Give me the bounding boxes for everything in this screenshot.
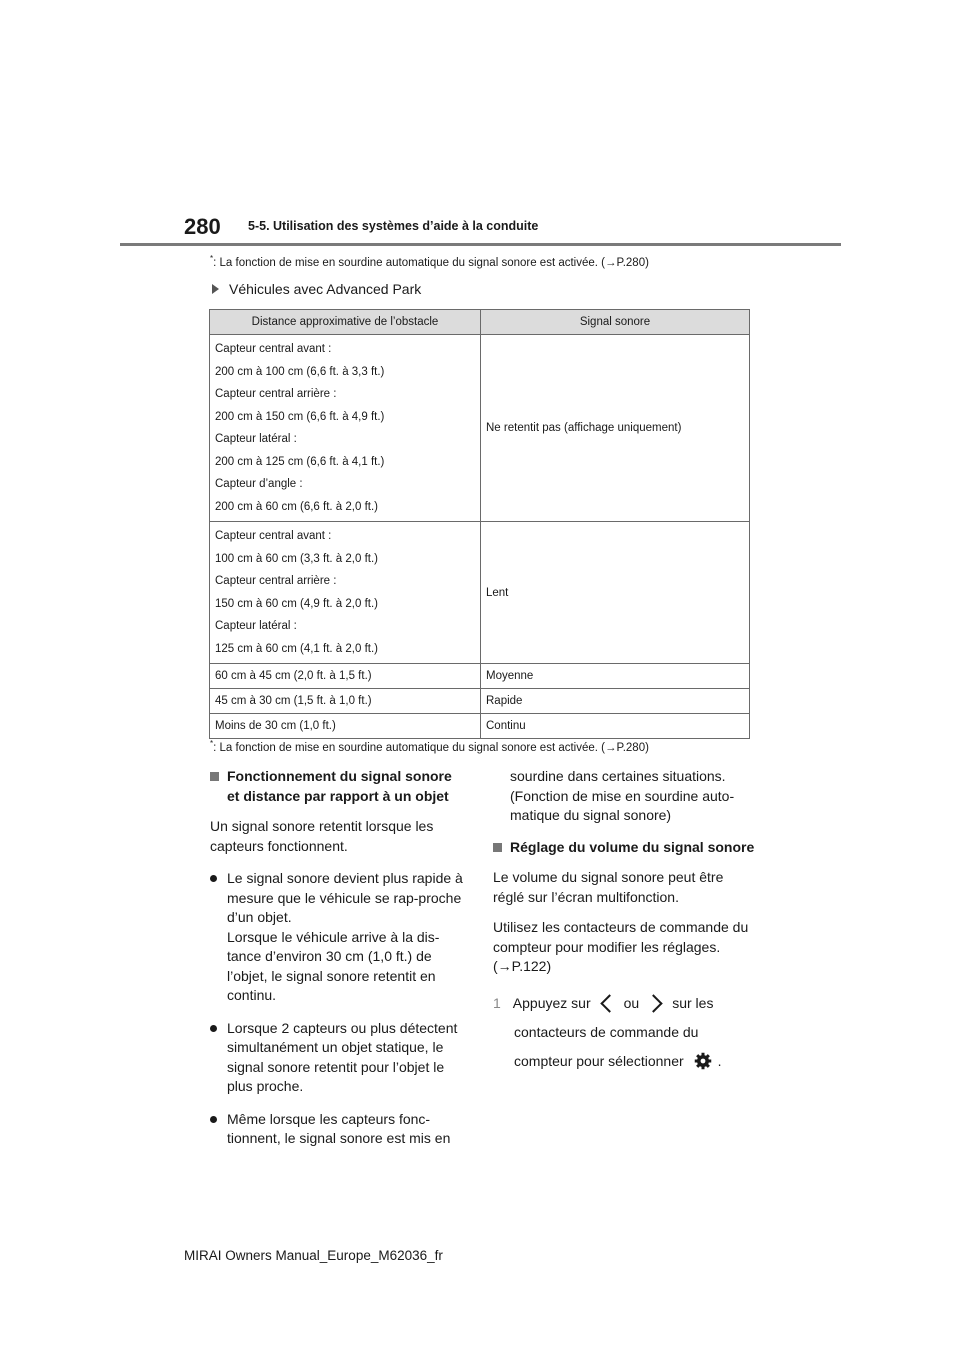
step-number: 1 xyxy=(493,994,501,1011)
footnote-mark: * xyxy=(210,739,214,748)
distance-cell xyxy=(210,522,481,664)
signal-cell: Lent xyxy=(481,522,750,664)
square-bullet-icon xyxy=(493,843,502,852)
list-item-text: Le signal sonore devient plus rapide à mesure que le véhicule se rap-proche d’un objet. xyxy=(227,870,463,925)
distance-line: 125 cm à 60 cm (4,1 ft. à 2,0 ft.) xyxy=(215,642,378,655)
footnote-mark: * xyxy=(210,254,214,263)
table-row xyxy=(210,664,750,689)
list-item xyxy=(210,1019,468,1097)
list-item xyxy=(210,1110,468,1149)
list-item-text: Même lorsque les capteurs fonc-tionnent, le signal sonore est mis en xyxy=(227,1110,451,1146)
page-number: 280 xyxy=(184,214,221,239)
distance-line: Capteur latéral : xyxy=(215,433,297,445)
volume-paragraph-1: Le volume du signal sonore peut être réglé sur l’écran multifonction. xyxy=(493,869,724,905)
operation-heading-text: Fonctionnement du signal sonore et distance par rapport à un objet xyxy=(227,768,452,804)
step-line-1 xyxy=(493,989,755,1018)
volume-heading xyxy=(493,838,755,858)
header-rule xyxy=(120,243,841,246)
dot-bullet-icon xyxy=(210,1025,217,1032)
footnote-ref: P.280) xyxy=(616,257,649,269)
step-line-2: contacteurs de commande du xyxy=(514,1023,699,1040)
distance-line: Capteur central arrière : xyxy=(215,575,337,587)
distance-cell: Moins de 30 cm (1,0 ft.) xyxy=(210,714,481,739)
distance-line: 200 cm à 150 cm (6,6 ft. à 4,9 ft.) xyxy=(215,410,385,423)
section-title: 5-5. Utilisation des systèmes d’aide à la conduite xyxy=(248,219,539,233)
list-item xyxy=(210,869,468,1006)
footnote-text: : La fonction de mise en sourdine automatique du signal sonore est activée. ( xyxy=(213,742,606,754)
arrow-icon: → xyxy=(605,257,617,269)
step-text: compteur pour sélectionner xyxy=(514,1052,684,1069)
footnote-bottom xyxy=(210,739,649,754)
table-row xyxy=(210,689,750,714)
step-text: ou xyxy=(623,994,640,1011)
right-column xyxy=(493,767,755,1076)
table-row xyxy=(210,714,750,739)
list-item-text: Lorsque 2 capteurs ou plus détectent simultanément un objet statique, le signal sonore retentit pour l’objet le plus proche. xyxy=(227,1019,458,1094)
volume-paragraph-2 xyxy=(493,918,755,977)
triangle-icon xyxy=(212,284,219,294)
footnote-text: : La fonction de mise en sourdine automatique du signal sonore est activée. ( xyxy=(213,257,606,269)
distance-line: 150 cm à 60 cm (4,9 ft. à 2,0 ft.) xyxy=(215,597,378,610)
distance-line: 200 cm à 60 cm (6,6 ft. à 2,0 ft.) xyxy=(215,500,378,513)
step-1 xyxy=(493,989,755,1076)
square-bullet-icon xyxy=(210,772,219,781)
arrow-icon: → xyxy=(605,742,617,754)
footer: MIRAI Owners Manual_Europe_M62036_fr xyxy=(184,1248,443,1263)
left-column xyxy=(210,767,468,1149)
volume-heading-text: Réglage du volume du signal sonore xyxy=(510,838,755,855)
continuation-text: sourdine dans certaines situations. (Fonction de mise en sourdine auto-matique du signal sonore) xyxy=(510,768,735,823)
distance-line: Capteur d’angle : xyxy=(215,478,303,490)
distance-line: Capteur central avant : xyxy=(215,530,332,542)
arrow-icon: → xyxy=(497,958,512,974)
volume-paragraph-2-ref: P.122) xyxy=(511,958,552,974)
footnote-ref: P.280) xyxy=(616,742,649,754)
list-item-body xyxy=(227,869,468,1006)
signal-cell: Continu xyxy=(481,714,750,739)
step-text: Appuyez sur xyxy=(512,994,591,1011)
signal-cell: Rapide xyxy=(481,689,750,714)
distance-cell: 45 cm à 30 cm (1,5 ft. à 1,0 ft.) xyxy=(210,689,481,714)
chevron-left-icon xyxy=(600,994,618,1012)
vehicles-heading xyxy=(212,281,421,297)
dot-bullet-icon xyxy=(210,1116,217,1123)
intro-paragraph: Un signal sonore retentit lorsque les capteurs fonctionnent. xyxy=(210,818,434,854)
volume-paragraph-2-text: Utilisez les contacteurs de commande du compteur pour modifier les réglages. ( xyxy=(493,919,749,974)
header-signal: Signal sonore xyxy=(481,310,750,335)
distance-line: Capteur central avant : xyxy=(215,343,332,355)
vehicles-heading-text: Véhicules avec Advanced Park xyxy=(229,281,422,297)
step-text: . xyxy=(717,1052,722,1069)
chevron-right-icon xyxy=(645,994,663,1012)
signal-cell: Moyenne xyxy=(481,664,750,689)
signal-cell: Ne retentit pas (affichage uniquement) xyxy=(481,335,750,522)
list-item-text: Lorsque le véhicule arrive à la dis-tance d’environ 30 cm (1,0 ft.) de l’objet, le signal sonore retentit en continu. xyxy=(227,928,440,1003)
distance-line: 200 cm à 125 cm (6,6 ft. à 4,1 ft.) xyxy=(215,455,385,468)
table-row xyxy=(210,335,750,522)
table-row xyxy=(210,522,750,664)
dot-bullet-icon xyxy=(210,875,217,882)
distance-line: 100 cm à 60 cm (3,3 ft. à 2,0 ft.) xyxy=(215,552,378,565)
table-header-row xyxy=(210,310,750,335)
operation-heading xyxy=(210,767,468,806)
distance-line: Capteur latéral : xyxy=(215,620,297,632)
distance-line: Capteur central arrière : xyxy=(215,388,337,400)
sound-signal-table xyxy=(209,309,750,739)
step-text: sur les xyxy=(672,994,714,1011)
footnote-top xyxy=(210,254,649,269)
distance-line: 200 cm à 100 cm (6,6 ft. à 3,3 ft.) xyxy=(215,365,385,378)
distance-cell: 60 cm à 45 cm (2,0 ft. à 1,5 ft.) xyxy=(210,664,481,689)
header-distance: Distance approximative de l’obstacle xyxy=(210,310,481,335)
gear-icon xyxy=(694,1052,712,1070)
step-line-3 xyxy=(493,1047,755,1076)
distance-cell xyxy=(210,335,481,522)
